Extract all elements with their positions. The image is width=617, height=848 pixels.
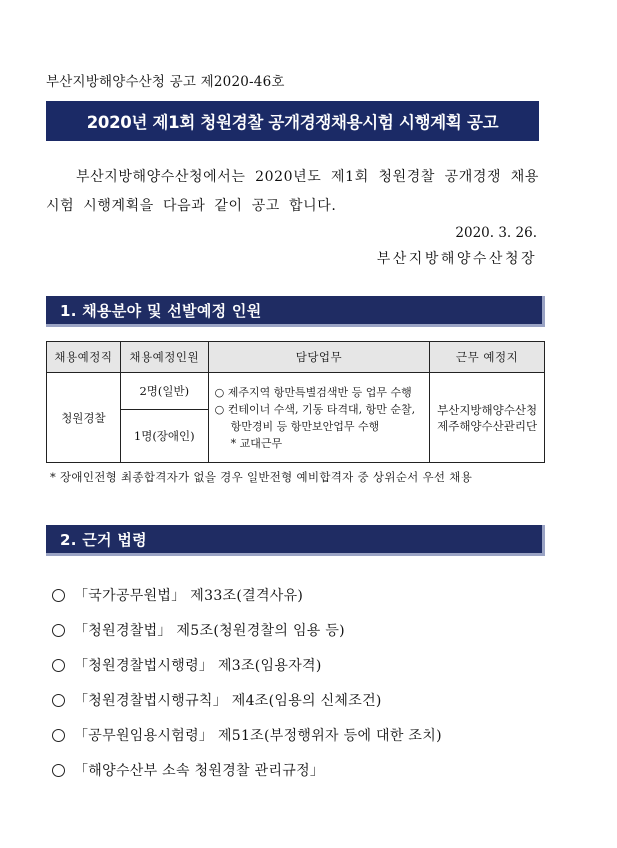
law-item-text: 「공무원임용시험령」 제51조(부정행위자 등에 대한 조치) [74, 728, 442, 744]
law-item-text: 「청원경찰법시행령」 제3조(임용자격) [74, 658, 322, 674]
title-banner [46, 101, 539, 141]
duty-line: ○ 제주지역 항만특별검색반 등 업무 수행 [214, 385, 412, 399]
recruitment-table [46, 341, 545, 463]
table-row [47, 373, 545, 410]
circle-bullet-icon [52, 764, 65, 777]
law-item-text: 「국가공무원법」 제33조(결격사유) [74, 588, 304, 604]
intro-paragraph: 부산지방해양수산청에서는 2020년도 제1회 청원경찰 공개경쟁 채용시험 시행계획을 다음과 같이 공고 합니다. [46, 169, 539, 214]
list-item [52, 760, 442, 795]
header-location: 근무 예정지 [430, 342, 545, 373]
location-cell [430, 373, 545, 463]
list-item [52, 690, 442, 725]
count-general-cell: 2명(일반) [120, 373, 208, 410]
law-item-text: 「청원경찰법시행규칙」 제4조(임용의 신체조건) [74, 693, 382, 709]
list-item [52, 620, 442, 655]
law-item-text: 「청원경찰법」 제5조(청원경찰의 임용 등) [74, 623, 345, 639]
circle-bullet-icon [52, 694, 65, 707]
position-cell: 청원경찰 [47, 373, 121, 463]
duty-note: * 교대근무 [230, 436, 283, 450]
list-item [52, 725, 442, 760]
page-title: 2020년 제1회 청원경찰 공개경쟁채용시험 시행계획 공고 [86, 113, 499, 132]
law-item-text: 「해양수산부 소속 청원경찰 관리규정」 [74, 763, 325, 779]
list-item [52, 585, 442, 620]
law-list [52, 585, 442, 795]
duty-line: ○ 컨테이너 수색, 기동 타격대, 항만 순찰, [214, 402, 416, 416]
header-count: 채용예정인원 [120, 342, 208, 373]
circle-bullet-icon [52, 589, 65, 602]
section1-title: 1. 채용분야 및 선발예정 인원 [60, 301, 262, 320]
section2-title: 2. 근거 법령 [60, 530, 147, 549]
agency-signature: 부산지방해양수산청장 [376, 251, 537, 267]
notice-number: 부산지방해양수산청 공고 제2020-46호 [46, 74, 285, 90]
header-position: 채용예정직 [47, 342, 121, 373]
circle-bullet-icon [52, 659, 65, 672]
count-disabled-cell: 1명(장애인) [120, 410, 208, 463]
duties-cell [208, 373, 430, 463]
table-footnote: * 장애인전형 최종합격자가 없을 경우 일반전형 예비합격자 중 상위순서 우선 채용 [50, 470, 473, 484]
circle-bullet-icon [52, 624, 65, 637]
circle-bullet-icon [52, 729, 65, 742]
duty-line: 항만경비 등 항만보안업무 수행 [230, 419, 380, 433]
section2-header [46, 525, 545, 556]
header-duties: 담당업무 [208, 342, 430, 373]
section1-header [46, 296, 545, 327]
table-header-row [47, 342, 545, 373]
location-line: 부산지방해양수산청 [437, 402, 538, 417]
location-line: 제주해양수산관리단 [437, 418, 538, 433]
notice-date: 2020. 3. 26. [455, 225, 537, 241]
list-item [52, 655, 442, 690]
